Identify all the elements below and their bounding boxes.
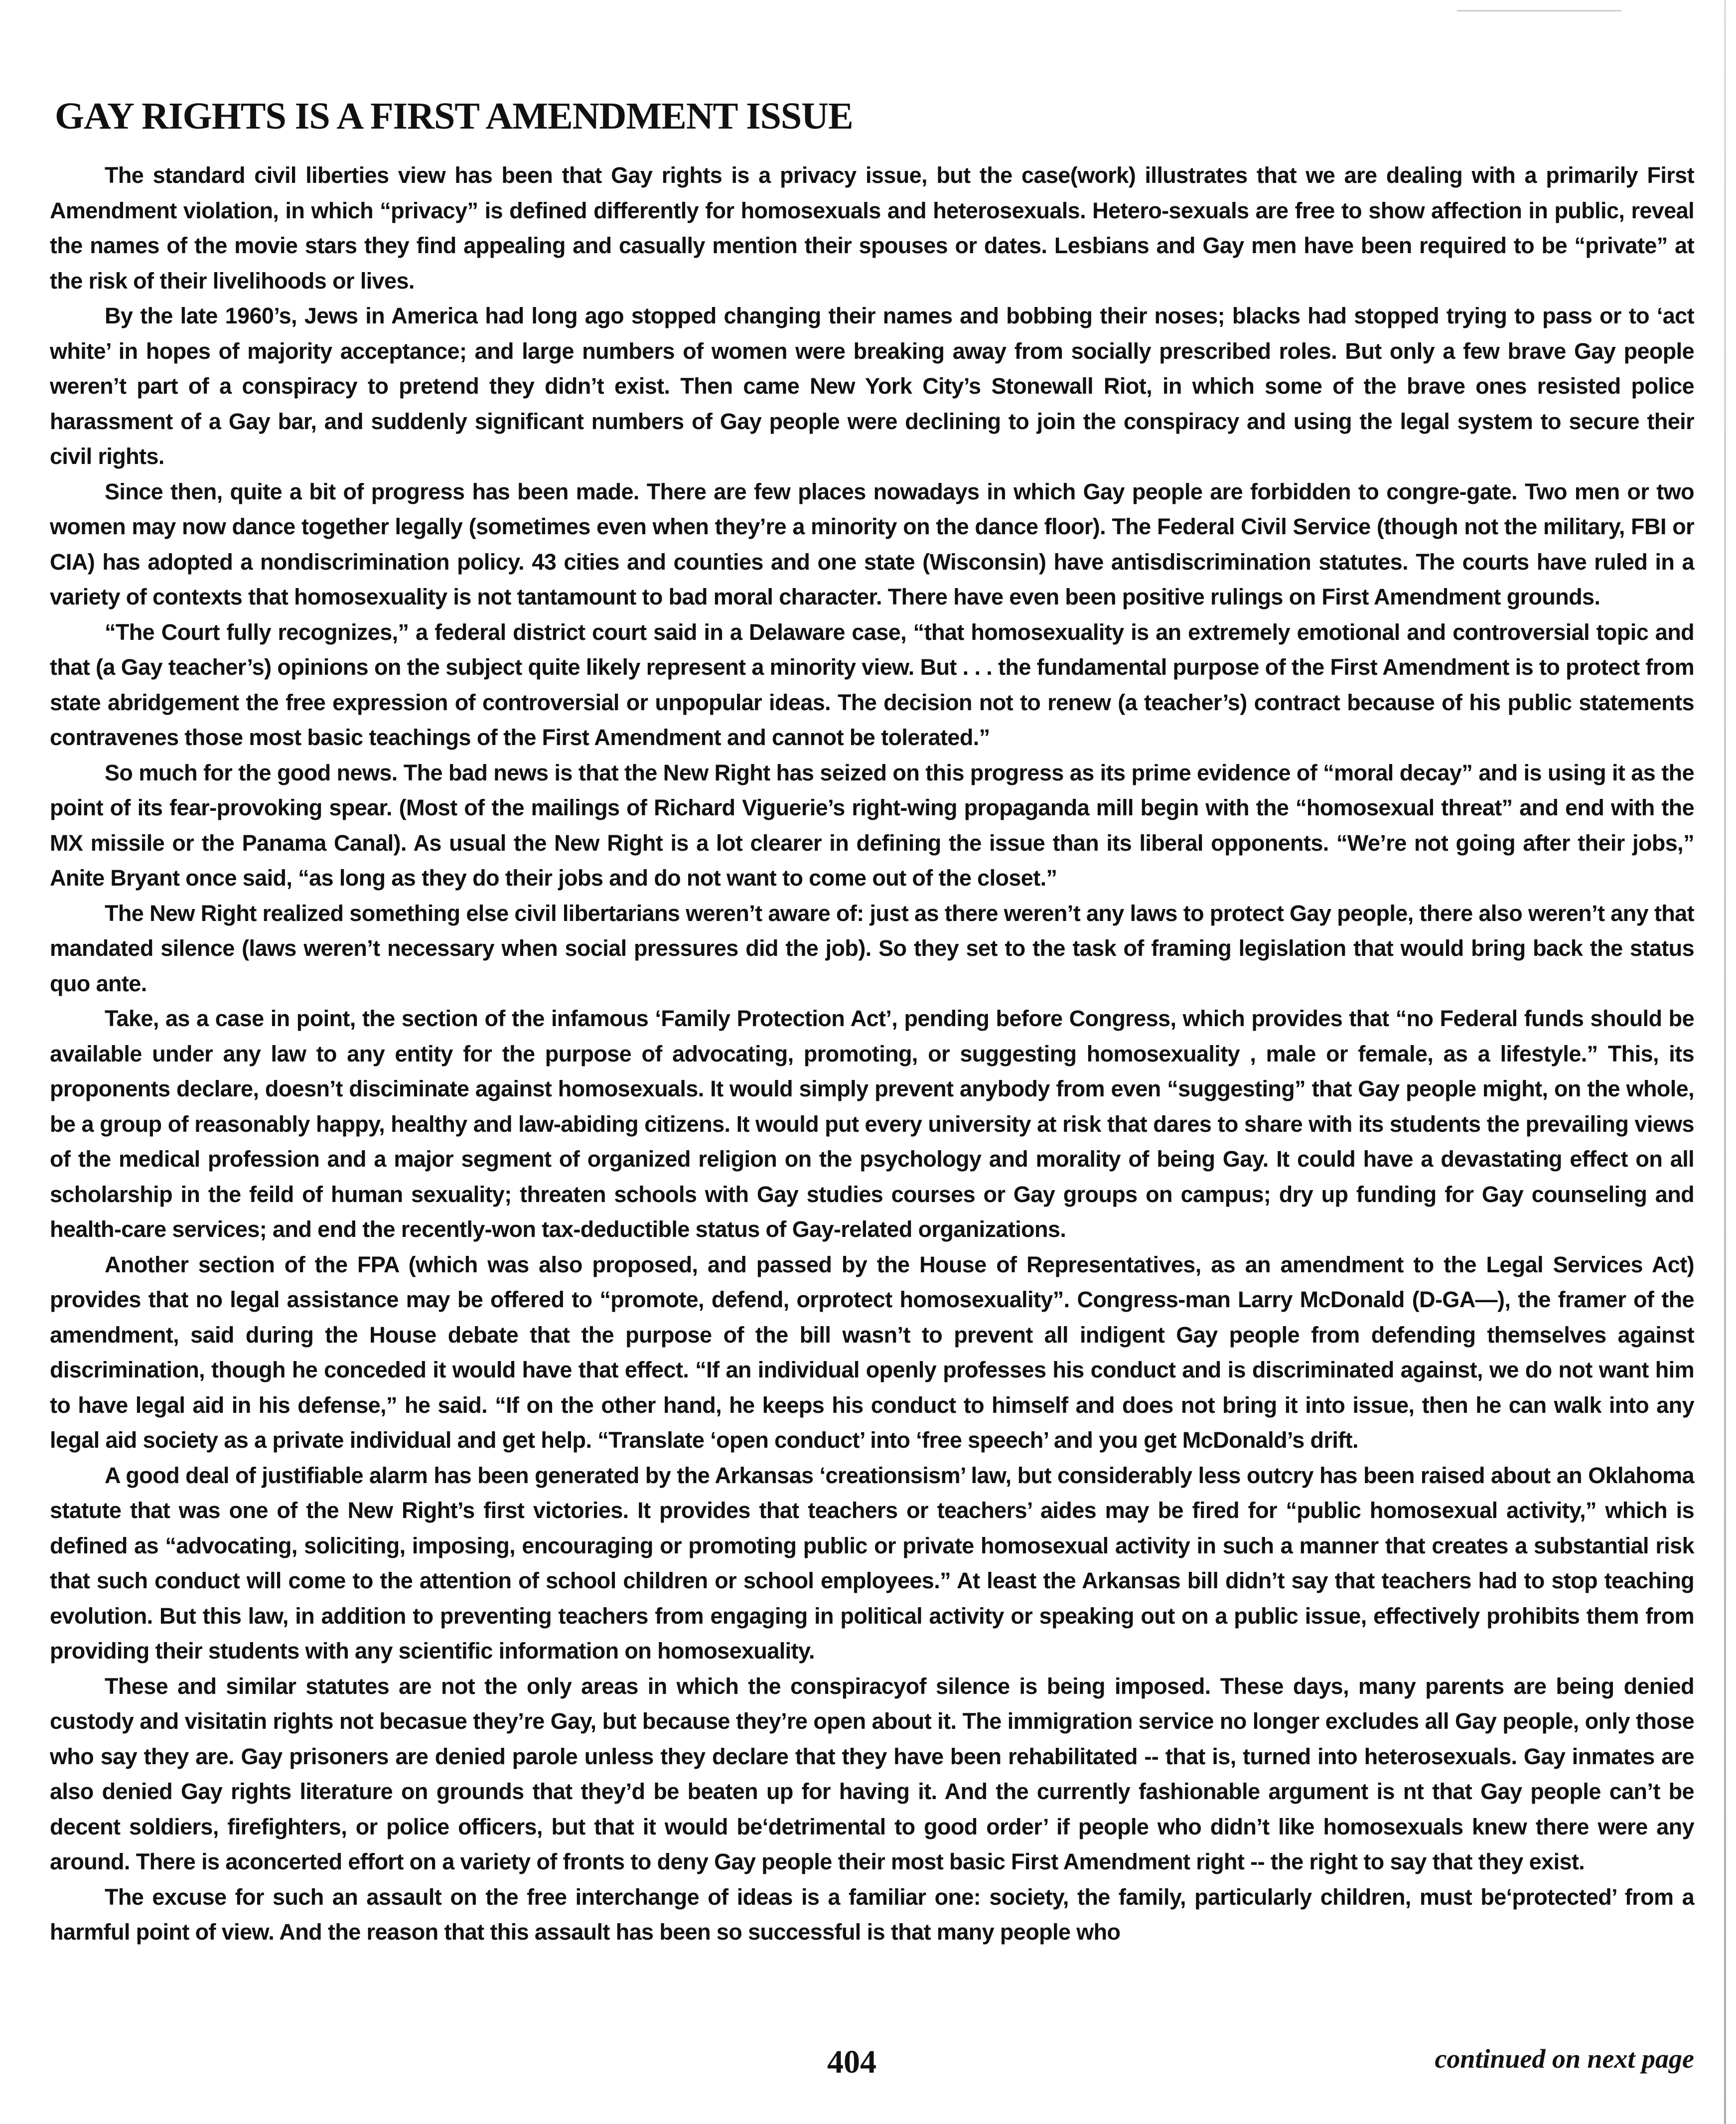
paragraph: So much for the good news. The bad news is that the New Right has seized on this progress as its prime evidence of “moral decay” and is using it as the point of its fear-provoking spear. (Most of the mailings of Richard Viguerie’s right-wing propaganda mill begin with the “homosexual threat” and end with the MX missile or the Panama Canal). As usual the New Right is a lot clearer in defining the issue than its liberal opponents. “We’re not going after their jobs,” Anite Bryant once said, “as long as they do their jobs and do not want to come out of the closet.” <box>50 759 1694 891</box>
article-body <box>50 158 1694 1950</box>
page-edge <box>1724 0 1726 2124</box>
scan-artifact-line <box>1457 10 1621 11</box>
paragraph: Take, as a case in point, the section of the infamous ‘Family Protection Act’, pending before Congress, which provides that “no Federal funds should be available under any law to any entity for the purpose of advocating, promoting, or suggesting homosexuality , male or female, as a lifestyle.” This, its proponents declare, doesn’t disciminate against homosexuals. It would simply prevent anybody from even “suggesting” that Gay people might, on the whole, be a group of reasonably happy, healthy and law-abiding citizens. It would put every university at risk that dares to share with its students the prevailing views of the medical profession and a major segment of organized religion on the psychology and morality of being Gay. It could have a devastating effect on all scholarship in the feild of human sexuality; threaten schools with Gay studies courses or Gay groups on campus; dry up funding for Gay counseling and health-care services; and end the recently-won tax-deductible status of Gay-related organizations. <box>50 1006 1694 1242</box>
article-title: GAY RIGHTS IS A FIRST AMENDMENT ISSUE <box>55 95 853 137</box>
paragraph: The excuse for such an assault on the free interchange of ideas is a familiar one: society, the family, particularly children, must be‘protected’ from a harmful point of view. And the reason that this assault has been so successful is that many people who <box>50 1884 1694 1945</box>
paragraph: A good deal of justifiable alarm has been generated by the Arkansas ‘creationsism’ law, but considerably less outcry has been raised about an Oklahoma statute that was one of the New Right’s first victories. It provides that teachers or teachers’ aides may be fired for “public homosexual activity,” which is defined as “advocating, soliciting, imposing, encouraging or promoting public or private homosexual activity in such a manner that creates a substantial risk that such conduct will come to the attention of school children or school employees.” At least the Arkansas bill didn’t say that teachers had to stop teaching evolution. But this law, in addition to preventing teachers from engaging in political activity or speaking out on a public issue, effectively prohibits them from providing their students with any scientific information on homosexuality. <box>50 1462 1694 1664</box>
paragraph: The New Right realized something else civil libertarians weren’t aware of: just as there weren’t any laws to protect Gay people, there also weren’t any that mandated silence (laws weren’t necessary when social pressures did the job). So they set to the task of framing legislation that would bring back the status quo ante. <box>50 900 1694 996</box>
paragraph: Since then, quite a bit of progress has been made. There are few places nowadays in which Gay people are forbidden to congre-gate. Two men or two women may now dance together legally (sometimes even when they’re a minority on the dance floor). The Federal Civil Service (though not the military, FBI or CIA) has adopted a nondiscrimination policy. 43 cities and counties and one state (Wisconsin) have antisdiscrimination statutes. The courts have ruled in a variety of contexts that homosexuality is not tantamount to bad moral character. There have even been positive rulings on First Amendment grounds. <box>50 478 1694 609</box>
paragraph: The standard civil liberties view has been that Gay rights is a privacy issue, but the case(work) illustrates that we are dealing with a primarily First Amendment violation, in which “privacy” is defined differently for homosexuals and heterosexuals. Hetero-sexuals are free to show affection in public, reveal the names of the movie stars they find appealing and casually mention their spouses or dates. Lesbians and Gay men have been required to be “private” at the risk of their livelihoods or lives. <box>50 162 1694 294</box>
continued-note: continued on next page <box>1435 2044 1694 2074</box>
paragraph: By the late 1960’s, Jews in America had long ago stopped changing their names and bobbing their noses; blacks had stopped trying to pass or to ‘act white’ in hopes of majority acceptance; and large numbers of women were breaking away from socially prescribed roles. But only a few brave Gay people weren’t part of a conspiracy to pretend they didn’t exist. Then came New York City’s Stonewall Riot, in which some of the brave ones resisted police harassment of a Gay bar, and suddenly significant numbers of Gay people were declining to join the conspiracy and using the legal system to secure their civil rights. <box>50 303 1694 469</box>
page-number: 404 <box>827 2044 876 2080</box>
paragraph: “The Court fully recognizes,” a federal district court said in a Delaware case, “that homosexuality is an extremely emotional and controversial topic and that (a Gay teacher’s) opinions on the subject quite likely represent a minority view. But . . . the fundamental purpose of the First Amendment is to protect from state abridgement the free expression of controversial or unpopular ideas. The decision not to renew (a teacher’s) contract because of his public statements contravenes those most basic teachings of the First Amendment and cannot be tolerated.” <box>50 619 1694 750</box>
article <box>50 95 1694 1950</box>
paragraph: These and similar statutes are not the only areas in which the conspiracyof silence is being imposed. These days, many parents are being denied custody and visitatin rights not becasue they’re Gay, but because they’re open about it. The immigration service no longer excludes all Gay people, only those who say they are. Gay prisoners are denied parole unless they declare that they have been rehabilitated -- that is, turned into heterosexuals. Gay inmates are also denied Gay rights literature on grounds that they’d be beaten up for having it. And the currently fashionable argument is nt that Gay people can’t be decent soldiers, firefighters, or police officers, but that it would be‘detrimental to good order’ if people who didn’t like homosexuals knew there were any around. There is aconcerted effort on a variety of fronts to deny Gay people their most basic First Amendment right -- the right to say that they exist. <box>50 1673 1694 1874</box>
page-footer <box>0 2043 1694 2083</box>
paragraph: Another section of the FPA (which was also proposed, and passed by the House of Representatives, as an amendment to the Legal Services Act) provides that no legal assistance may be offered to “promote, defend, orprotect homosexuality”. Congress-man Larry McDonald (D-GA—), the framer of the amendment, said during the House debate that the purpose of the bill wasn’t to prevent all indigent Gay people from defending themselves against discrimination, though he conceded it would have that effect. “If an individual openly professes his conduct and is discriminated against, we do not want him to have legal aid in his defense,” he said. “If on the other hand, he keeps his conduct to himself and does not bring it into issue, then he can walk into any legal aid society as a private individual and get help. “Translate ‘open conduct’ into ‘free speech’ and you get McDonald’s drift. <box>50 1251 1694 1453</box>
